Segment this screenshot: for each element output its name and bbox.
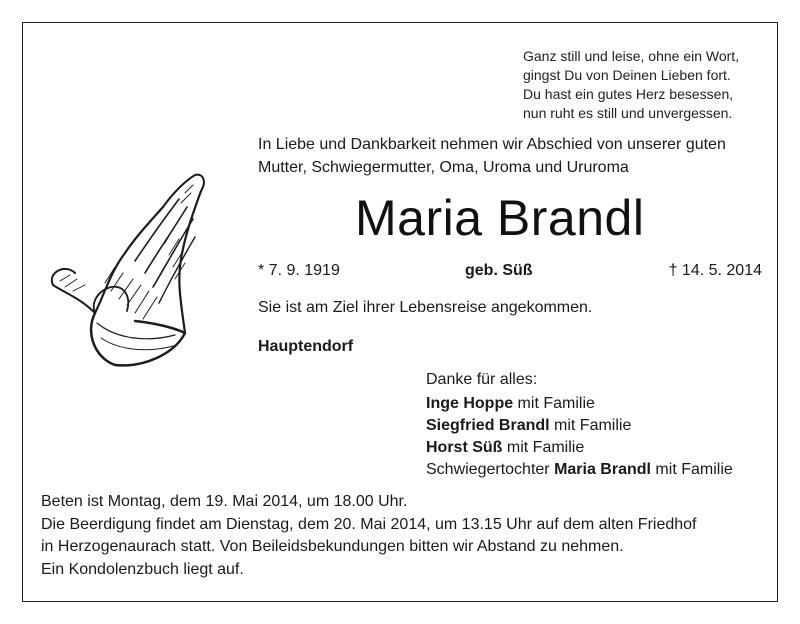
obituary-notice [22, 22, 778, 602]
deceased-name: Maria Brandl [355, 190, 645, 246]
family-prefix: Schwiegertochter [426, 461, 555, 478]
poem-line: Du hast ein gutes Herz besessen, [523, 86, 734, 102]
footer-line: Beten ist Montag, dem 19. Mai 2014, um 18.00 Uhr. [41, 493, 408, 510]
life-dates [258, 260, 762, 282]
poem-line: gingst Du von Deinen Lieben fort. [523, 67, 731, 83]
family-row [426, 415, 733, 437]
intro-text [258, 133, 726, 179]
family-suffix: mit Familie [502, 439, 585, 456]
family-suffix: mit Familie [549, 417, 632, 434]
family-name: Inge Hoppe [426, 395, 514, 412]
poem-line: nun ruht es still und unvergessen. [523, 105, 733, 121]
praying-hands-icon [35, 163, 221, 369]
poem-line: Ganz still und leise, ohne ein Wort, [523, 48, 740, 64]
family-row [426, 437, 733, 459]
family-list [426, 393, 733, 481]
place-name: Hauptendorf [258, 338, 354, 355]
family-name: Horst Süß [426, 439, 503, 456]
footer-line: Ein Kondolenzbuch liegt auf. [41, 560, 244, 578]
intro-line: In Liebe und Dankbarkeit nehmen wir Abschied von unserer guten [258, 136, 726, 153]
family-row [426, 393, 733, 415]
funeral-info [41, 491, 696, 581]
family-suffix: mit Familie [513, 395, 595, 412]
family-name: Maria Brandl [554, 461, 651, 478]
reached-goal-text: Sie ist am Ziel ihrer Lebensreise angekommen. [258, 299, 593, 316]
family-row [426, 459, 733, 481]
footer-line: Die Beerdigung findet am Dienstag, dem 20. Mai 2014, um 13.15 Uhr auf dem alten Friedhof [41, 515, 697, 533]
birth-date: * 7. 9. 1919 [258, 262, 340, 279]
family-suffix: mit Familie [650, 461, 733, 478]
maiden-name: geb. Süß [465, 262, 533, 279]
poem [523, 47, 739, 123]
family-name: Siegfried Brandl [426, 417, 550, 434]
footer-line: in Herzogenaurach statt. Von Beileidsbekundungen bitten wir Abstand zu nehmen. [41, 538, 624, 555]
intro-line: Mutter, Schwiegermutter, Oma, Uroma und Ururoma [258, 159, 629, 176]
thanks-label: Danke für alles: [426, 371, 538, 388]
death-date: † 14. 5. 2014 [668, 262, 762, 279]
